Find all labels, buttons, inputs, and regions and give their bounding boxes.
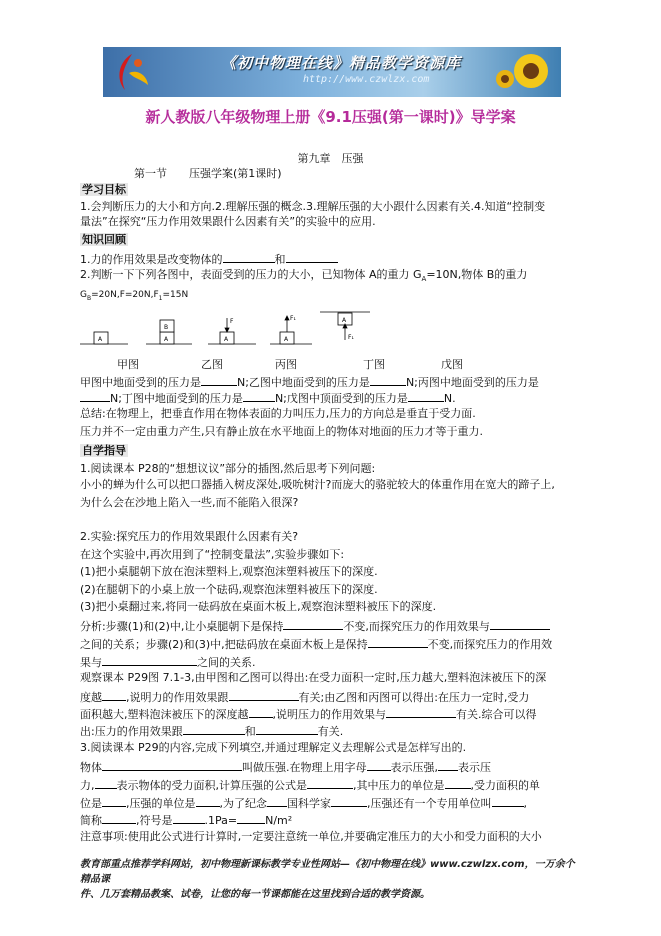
observe-text: 和	[244, 725, 256, 738]
observe-line-1: 观察课本 P29图 7.1-3,由甲图和乙图可以得出:在受力面积一定时,压力越大,塑料泡沫被压下的深	[80, 671, 547, 684]
blank[interactable]	[445, 777, 471, 789]
block-label: A	[98, 336, 103, 343]
goals-line-2: 量法”在探究“压力作用效果跟什么因素有关”的实验中的应用.	[80, 215, 376, 228]
blank[interactable]	[367, 759, 391, 771]
blank[interactable]	[438, 759, 458, 771]
q-text: N;丙图中地面受到的压力是	[405, 376, 539, 389]
reading-text: ,为了纪念	[219, 797, 267, 810]
blank[interactable]	[283, 618, 343, 630]
analysis-line-1	[80, 618, 550, 634]
review-line-2	[80, 268, 527, 286]
block-label: A	[342, 317, 347, 324]
q-text: N.	[443, 392, 456, 405]
experiment-step-2: (2)在腿朝下的小桌上放一个砝码,观察泡沫塑料被压下的深度.	[80, 583, 378, 596]
fig-label: 丙图	[275, 358, 297, 371]
reading-text: 国科学家	[287, 797, 331, 810]
reading-text: 表示压强,	[390, 761, 438, 774]
subscript: 1	[158, 294, 163, 302]
block-label: B	[164, 324, 169, 331]
blank[interactable]	[102, 795, 126, 807]
blank[interactable]	[243, 390, 275, 402]
summary-line-1: 总结:在物理上，把垂直作用在物体表面的力叫压力,压力的方向总是垂直于受力面.	[80, 407, 476, 420]
blank[interactable]	[492, 795, 524, 807]
review-line-3	[80, 288, 188, 306]
force-label: F₁	[290, 315, 296, 322]
observe-line-3	[80, 706, 537, 722]
observe-line-2	[80, 689, 529, 705]
self-study-line-1: 1.阅读课本 P28的“想想议议”部分的插图,然后思考下列问题:	[80, 462, 376, 475]
section-title: 第一节 压强学案(第1课时)	[134, 167, 282, 180]
summary-line-2: 压力并不一定由重力产生,只有静止放在水平地面上的物体对地面的压力才等于重力.	[80, 425, 483, 438]
sunflower-icon	[493, 49, 555, 95]
observe-text: 面积越大,塑料泡沫被压下的深度越	[80, 708, 249, 721]
blank[interactable]	[370, 374, 406, 386]
experiment-step-1: (1)把小桌腿朝下放在泡沫塑料上,观察泡沫塑料被压下的深度.	[80, 565, 378, 578]
banner-url[interactable]: http://www.czwlzx.com	[303, 74, 430, 85]
banner-title: 《初中物理在线》精品教学资源库	[221, 54, 462, 72]
reading-text: 简称	[80, 814, 102, 827]
question-line-1	[80, 374, 539, 390]
blank[interactable]	[237, 812, 265, 824]
blank[interactable]	[229, 689, 299, 701]
reading-text: ,其中压力的单位是	[353, 779, 445, 792]
observe-line-4	[80, 723, 343, 739]
review-text: G	[80, 290, 87, 300]
diagram-yi	[146, 320, 192, 344]
analysis-line-2	[80, 636, 552, 652]
site-logo-icon	[111, 51, 153, 93]
review-text: 2.判断一下下列各图中，表面受到的压力的大小，已知物体 A的重力 G	[80, 268, 422, 281]
goals-line-1: 1.会判断压力的大小和方向.2.理解压强的概念.3.理解压强的大小跟什么因素有关.4.知道“控制变	[80, 200, 546, 213]
reading-text: 位是	[80, 797, 102, 810]
blank[interactable]	[331, 795, 367, 807]
q-text: N;乙图中地面受到的压力是	[237, 376, 370, 389]
blank[interactable]	[201, 374, 237, 386]
fig-label: 戊图	[441, 358, 463, 371]
subscript: B	[86, 294, 92, 302]
blank[interactable]	[102, 689, 126, 701]
force-label: F	[230, 318, 234, 325]
blank[interactable]	[408, 390, 444, 402]
q-text: N;丁图中地面受到的压力是	[110, 392, 243, 405]
force-diagrams	[80, 308, 380, 350]
review-text: 和	[274, 253, 286, 266]
heading-self-study: 自学指导	[82, 444, 126, 457]
analysis-text: 果与	[80, 656, 102, 669]
blank[interactable]	[196, 795, 220, 807]
blank[interactable]	[102, 759, 242, 771]
fig-label: 乙图	[201, 358, 223, 371]
blank[interactable]	[223, 251, 275, 263]
observe-text: 出:压力的作用效果跟	[80, 725, 183, 738]
blank[interactable]	[183, 723, 245, 735]
diagram-jia	[80, 332, 128, 344]
header-banner	[103, 47, 561, 97]
reading-text: ,符号是	[136, 814, 173, 827]
reading-line-4	[80, 795, 527, 811]
blank[interactable]	[102, 812, 136, 824]
q-text: N;戊图中顶面受到的压力是	[274, 392, 408, 405]
reading-line-2	[80, 759, 491, 775]
block-label: A	[224, 336, 229, 343]
reading-line-3	[80, 777, 540, 793]
reading-text: ,受力面积的单	[470, 779, 540, 792]
reading-text: 叫做压强.在物理上用字母	[242, 761, 367, 774]
review-line-1	[80, 251, 338, 267]
fig-label: 丁图	[363, 358, 385, 371]
reading-text: ,压强还有一个专用单位叫	[367, 797, 492, 810]
blank[interactable]	[173, 812, 205, 824]
experiment-step-3: (3)把小桌翻过来,将同一砝码放在桌面木板上,观察泡沫塑料被压下的深度.	[80, 600, 437, 613]
observe-text: ,说明压力的作用效果与	[272, 708, 386, 721]
reading-text: .1Pa=	[204, 814, 238, 827]
blank[interactable]	[102, 654, 197, 666]
blank[interactable]	[368, 636, 428, 648]
experiment-line-2: 在这个实验中,再次用到了“控制变量法”,实验步骤如下:	[80, 548, 345, 561]
reading-text: 物体	[80, 761, 102, 774]
reading-line-5	[80, 812, 292, 828]
reading-text: N/m²	[265, 814, 293, 827]
footer-note	[80, 857, 580, 902]
observe-text: ,说明力的作用效果跟	[126, 691, 229, 704]
blank[interactable]	[286, 251, 338, 263]
heading-goals: 学习目标	[82, 183, 126, 196]
blank[interactable]	[256, 723, 318, 735]
reading-text: 力,	[80, 779, 95, 792]
blank[interactable]	[95, 777, 117, 789]
analysis-line-3	[80, 654, 256, 670]
reading-line-1: 3.阅读课本 P29的内容,完成下列填空,并通过理解定义去理解公式是怎样写出的.	[80, 741, 467, 754]
heading-review: 知识回顾	[82, 233, 126, 246]
self-study-line-3: 为什么会在沙地上陷入一些,而不能陷入很深?	[80, 496, 299, 509]
reading-text: ,	[523, 797, 527, 810]
block-label: A	[284, 336, 289, 343]
observe-text: 有关;由乙图和丙图可以得出:在压力一定时,受力	[298, 691, 530, 704]
blank[interactable]	[490, 618, 550, 630]
review-text: =10N,物体 B的重力	[426, 268, 528, 281]
review-text: 1.力的作用效果是改变物体的	[80, 253, 223, 266]
force-label: F₁	[348, 334, 354, 341]
blank[interactable]	[80, 390, 110, 402]
document-title: 新人教版八年级物理上册《9.1压强(第一课时)》导学案	[145, 108, 516, 126]
question-line-2	[80, 390, 456, 406]
observe-text: 度越	[80, 691, 102, 704]
reading-text: 表示压	[458, 761, 491, 774]
reading-text: 表示物体的受力面积,计算压强的公式是	[116, 779, 307, 792]
analysis-text: 不变,而探究压力的作用效果与	[343, 620, 490, 633]
q-text: 甲图中地面受到的压力是	[80, 376, 201, 389]
observe-text: 有关.综合可以得	[456, 708, 537, 721]
self-study-line-2: 小小的蝉为什么可以把口器插入树皮深处,吸吮树汁?而庞大的骆驼较大的体重作用在宽大的蹄子上,	[80, 478, 555, 491]
analysis-text: 之间的关系；步骤(2)和(3)中,把砝码放在桌面木板上是保持	[80, 638, 368, 651]
fig-label: 甲图	[117, 358, 139, 371]
analysis-text: 之间的关系.	[197, 656, 256, 669]
observe-text: 有关.	[317, 725, 344, 738]
blank[interactable]	[307, 777, 353, 789]
subscript: A	[421, 275, 427, 284]
review-text: =20N,F=20N,F	[91, 290, 159, 300]
experiment-line-1: 2.实验:探究压力的作用效果跟什么因素有关?	[80, 530, 299, 543]
note-line: 注意事项:使用此公式进行计算时,一定要注意统一单位,并要确定准压力的大小和受力面积的大小	[80, 830, 542, 843]
reading-text: ,压强的单位是	[126, 797, 196, 810]
blank[interactable]	[386, 706, 456, 718]
analysis-text: 分析:步骤(1)和(2)中,让小桌腿朝下是保持	[80, 620, 284, 633]
footer-line-1: 教育部重点推荐学科网站，初中物理新课标教学专业性网站—《初中物理在线》www.czwlzx.com，一万余个精品课	[80, 859, 575, 885]
footer-line-2: 件、几万套精品教案、试卷，让您的每一节课都能在这里找到合适的教学资源。	[80, 889, 430, 900]
block-label: A	[164, 336, 169, 343]
blank[interactable]	[267, 795, 287, 807]
analysis-text: 不变,而探究压力的作用效	[427, 638, 553, 651]
blank[interactable]	[249, 706, 273, 718]
review-text: =15N	[162, 290, 189, 300]
chapter-title: 第九章 压强	[297, 152, 364, 165]
